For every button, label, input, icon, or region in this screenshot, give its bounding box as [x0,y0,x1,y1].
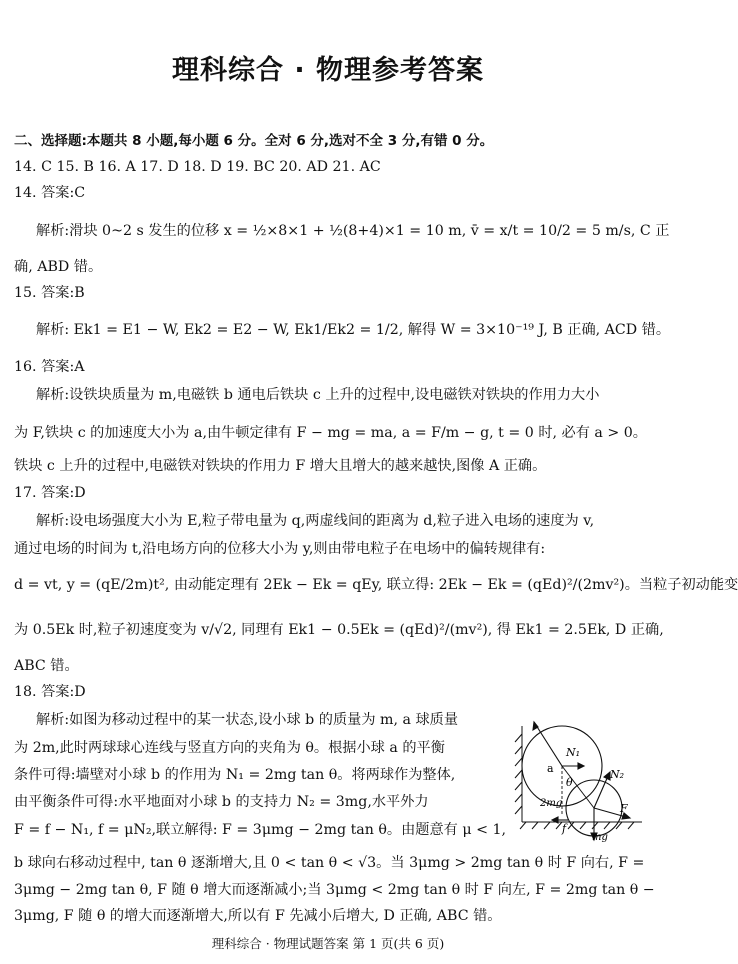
label-N2: N₂ [610,768,625,781]
label-N1: N₁ [566,746,581,759]
q17-line-1: 解析:设电场强度大小为 E,粒子带电量为 q,两虚线间的距离为 d,粒子进入电场的速度为 v, [36,513,595,529]
section-heading: 二、选择题:本题共 8 小题,每小题 6 分。全对 6 分,选对不全 3 分,有错 0 分。 [14,133,494,149]
q17-line-3: d = vt, y = (qE/2m)t², 由动能定理有 2Ek − Ek = qEy, 联立得: 2Ek − Ek = (qEd)²/(2mv²)。当粒子初动能变 [14,577,738,593]
q16-line-1: 解析:设铁块质量为 m,电磁铁 b 通电后铁块 c 上升的过程中,设电磁铁对铁块的作用力大小 [36,387,600,403]
q16-answer: 16. 答案:A [14,359,85,375]
label-a: a [547,762,554,775]
ground-hatch [520,822,642,829]
q15-answer: 15. 答案:B [14,285,85,301]
wall-hatch [515,726,522,822]
q17-answer: 17. 答案:D [14,485,86,501]
q14-answer: 14. 答案:C [14,185,86,201]
q14-line-1: 解析:滑块 0~2 s 发生的位移 x = ½×8×1 + ½(8+4)×1 = 10 m, v̄ = x/t = 10/2 = 5 m/s, C 正 [36,223,670,239]
q18-figure [512,714,646,844]
label-f: f [562,822,567,835]
q18-line-1: 解析:如图为移动过程中的某一状态,设小球 b 的质量为 m, a 球质量 [36,712,459,728]
q16-line-3: 铁块 c 上升的过程中,电磁铁对铁块的作用力 F 增大且增大的越来越快,图像 A 正确。 [14,458,547,474]
page-title: 理科综合 · 物理参考答案 [171,55,485,86]
page-footer: 理科综合 · 物理试题答案 第 1 页(共 6 页) [211,936,445,951]
q18-line-3: 条件可得:墙壁对小球 b 的作用为 N₁ = 2mg tan θ。将两球作为整体, [14,767,456,783]
q18-line-2: 为 2m,此时两球球心连线与竖直方向的夹角为 θ。根据小球 a 的平衡 [14,740,445,756]
label-F: F [620,802,628,815]
q16-line-2: 为 F,铁块 c 的加速度大小为 a,由牛顿定律有 F − mg = ma, a = F/m − g, t = 0 时, 必有 a > 0。 [14,425,647,441]
q18-answer: 18. 答案:D [14,684,86,700]
label-theta: θ [566,776,573,789]
q18-line-5: F = f − N₁, f = μN₂,联立解得: F = 3μmg − 2mg tan θ。由题意有 μ < 1, [14,822,507,838]
q18-line-8: 3μmg, F 随 θ 的增大而逐渐增大,所以有 F 先减小后增大, D 正确, ABC 错。 [14,908,502,924]
answer-key-row: 14. C 15. B 16. A 17. D 18. D 19. BC 20. AD 21. AC [14,159,381,175]
q18-line-6: b 球向右移动过程中, tan θ 逐渐增大,且 0 < tan θ < √3。当 3μmg > 2mg tan θ 时 F 向右, F = [14,855,645,871]
q18-line-4: 由平衡条件可得:水平地面对小球 b 的支持力 N₂ = 3mg,水平外力 [14,794,429,810]
q18-line-7: 3μmg − 2mg tan θ, F 随 θ 增大而逐渐减小;当 3μmg < 2mg tan θ 时 F 向左, F = 2mg tan θ − [14,882,655,898]
q17-line-5: ABC 错。 [14,658,79,674]
q14-line-2: 确, ABD 错。 [14,259,103,275]
q17-line-4: 为 0.5Ek 时,粒子初速度变为 v/√2, 同理有 Ek1 − 0.5Ek = (qEd)²/(mv²), 得 Ek1 = 2.5Ek, D 正确, [14,622,664,638]
label-mg: mg [592,832,608,843]
q17-line-2: 通过电场的时间为 t,沿电场方向的位移大小为 y,则由带电粒子在电场中的偏转规律有: [14,541,546,557]
label-2mg: 2mg [540,798,563,809]
q15-line-1: 解析: Ek1 = E1 − W, Ek2 = E2 − W, Ek1/Ek2 = 1/2, 解得 W = 3×10⁻¹⁹ J, B 正确, ACD 错。 [36,322,671,338]
